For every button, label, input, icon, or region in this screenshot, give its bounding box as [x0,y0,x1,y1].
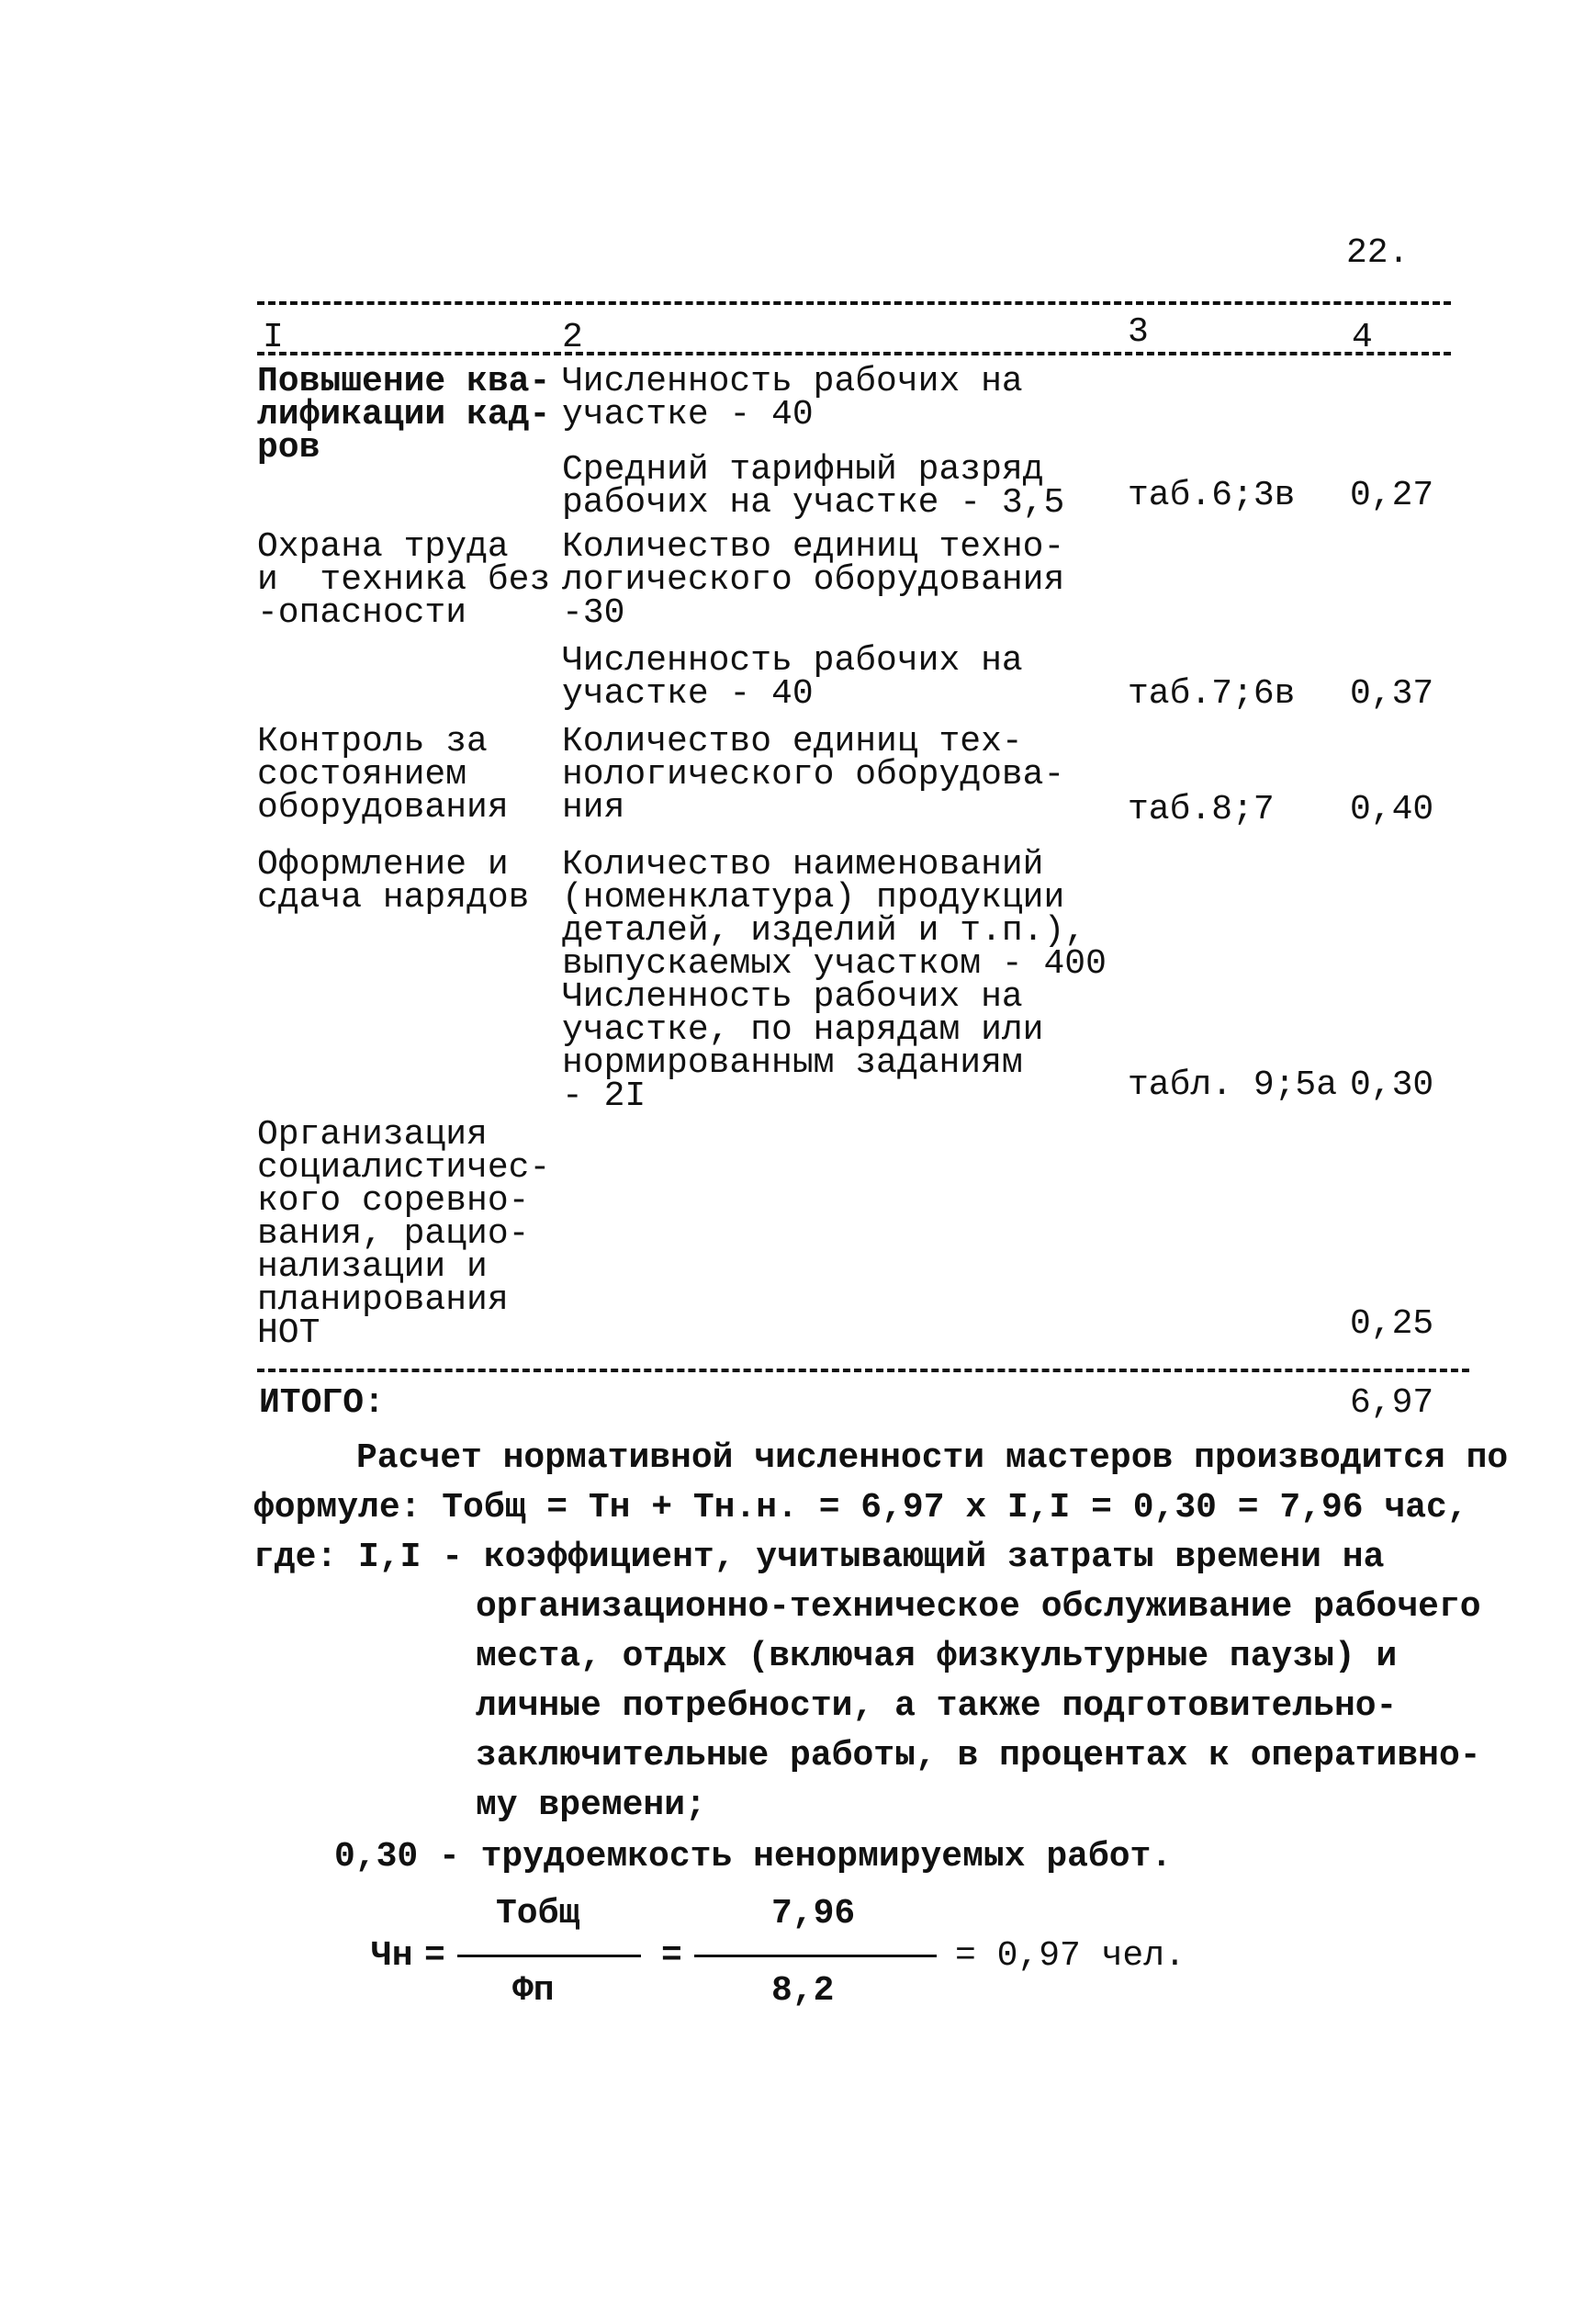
row3-factor: Количество единиц тех- нологического оборудова- ния [562,722,1065,828]
column-header-3: 3 [1128,312,1149,352]
row2-factor-b: Численность рабочих на участке - 40 [562,641,1023,714]
where-line-2: 0,30 - трудоемкость ненормируемых работ. [334,1837,1173,1876]
table-bottom-rule [257,1369,1469,1372]
where-continuation-4: заключительные работы, в процентах к оперативно- [476,1736,1481,1775]
row4-category: Оформление и сдача нарядов [257,845,530,918]
where-continuation-5: му времени; [476,1786,706,1825]
where-continuation-3: личные потребности, а также подготовительно- [476,1686,1398,1726]
paragraph-line-2: формуле: Тобщ = Тн + Тн.н. = 6,97 х I,I = 0,30 = 7,96 час, [253,1488,1468,1527]
row1-value: 0,27 [1350,476,1434,515]
where-line-1: где: I,I - коэффициент, учитывающий затраты времени на [253,1538,1385,1577]
formula-denominator-2: 8,2 [771,1971,835,2011]
table-top-rule [257,301,1451,305]
total-value: 6,97 [1350,1383,1434,1423]
column-header-2: 2 [562,318,583,357]
row4-table-ref: табл. 9;5а [1128,1065,1338,1105]
row2-table-ref: таб.7;6в [1128,674,1296,714]
row1-category: Повышение ква- лификации кад- ров [257,362,551,468]
row2-category: Охрана труда и техника без -опасности [257,527,551,633]
row5-category: Организация социалистичес- кого соревно- вания, рацио- нализации и планирования НОТ [257,1115,551,1353]
row3-table-ref: таб.8;7 [1128,790,1275,829]
formula-denominator-1: Фп [512,1971,555,2011]
header-rule [257,352,1451,355]
row2-value: 0,37 [1350,674,1434,714]
fraction-bar-2 [694,1955,937,1957]
column-header-1: I [263,318,284,357]
row2-factor-a: Количество единиц техно- логического оборудования -30 [562,527,1065,633]
formula-numerator-2: 7,96 [771,1894,856,1933]
formula-numerator-1: Тобщ [496,1894,580,1933]
where-continuation-1: организационно-техническое обслуживание рабочего [476,1587,1481,1627]
total-label: ИТОГО: [259,1383,385,1423]
page-number: 22. [1346,233,1410,273]
row1-table-ref: таб.6;3в [1128,476,1296,515]
row1-factor-b: Средний тарифный разряд рабочих на участке - 3,5 [562,450,1065,523]
row3-value: 0,40 [1350,790,1434,829]
row4-factor: Количество наименований (номенклатура) продукции деталей, изделий и т.п.), выпускаемых участком - 400 Численность рабочих на участке, по нарядам или нормированным заданиям - 2I [562,845,1107,1116]
row1-factor-a: Численность рабочих на участке - 40 [562,362,1023,434]
formula-eq-2: = [661,1936,682,1976]
formula-eq-1: = [424,1936,445,1976]
column-header-4: 4 [1352,318,1373,357]
paragraph-line-1: Расчет нормативной численности мастеров производится по [356,1438,1509,1478]
row5-value: 0,25 [1350,1304,1434,1344]
formula-result: = 0,97 чел. [955,1936,1186,1976]
formula-lhs: Чн [371,1936,413,1976]
row4-value: 0,30 [1350,1065,1434,1105]
where-continuation-2: места, отдых (включая физкультурные паузы) и [476,1637,1398,1676]
row3-category: Контроль за состоянием оборудования [257,722,509,828]
fraction-bar-1 [457,1955,641,1957]
